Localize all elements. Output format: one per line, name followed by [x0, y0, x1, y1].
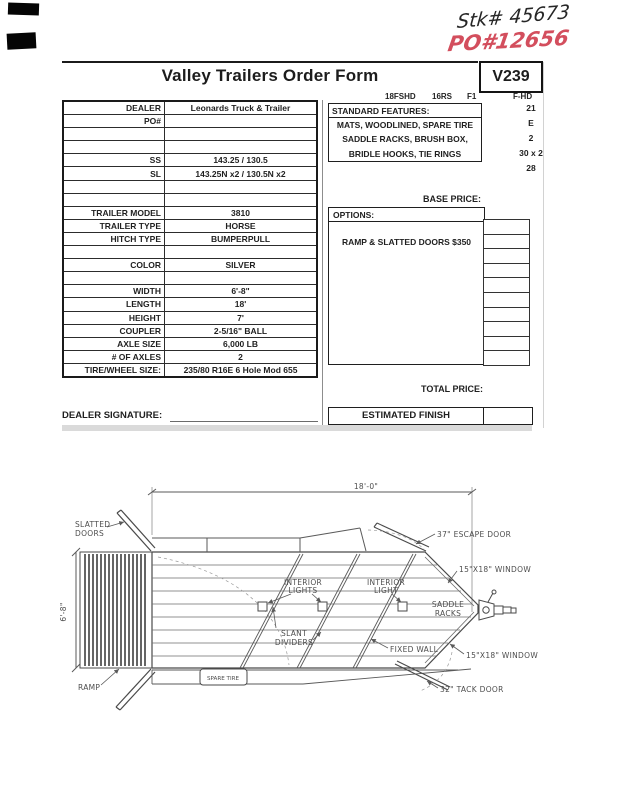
- interior-light-label: INTERIOR: [366, 578, 406, 587]
- price-cell: [483, 235, 530, 250]
- table-row: [63, 337, 317, 350]
- order-spec-table: [62, 100, 318, 378]
- scan-shadow-bar: [62, 425, 532, 431]
- row-label: TRAILER TYPE: [63, 219, 165, 232]
- slant-dividers-label: SLANT: [281, 629, 307, 638]
- row-value: 143.25N x2 / 130.5N x2: [165, 167, 318, 180]
- dealer-signature-label: DEALER SIGNATURE:: [62, 410, 163, 421]
- row-value: 18': [165, 298, 318, 311]
- model-code-3: F1: [467, 92, 477, 101]
- leader-lines: [101, 522, 464, 688]
- scan-artifact: [7, 32, 37, 49]
- row-value: BUMPERPULL: [165, 232, 318, 245]
- open-escape-door: [374, 523, 429, 551]
- title-rule: [62, 61, 478, 63]
- saddle-racks-label: SADDLE: [431, 600, 465, 609]
- row-value: 7': [165, 311, 318, 324]
- model-code-1: 18FSHD: [385, 92, 416, 101]
- standard-features-header: STANDARD FEATURES:: [329, 104, 481, 118]
- price-cell: [483, 219, 530, 235]
- price-cell: [483, 249, 530, 264]
- row-label: TRAILER MODEL: [63, 206, 165, 219]
- row-label: SL: [63, 167, 165, 180]
- ramp-label: RAMP: [78, 683, 101, 692]
- open-slatted-door-top: [117, 510, 155, 551]
- row-label: COLOR: [63, 259, 165, 272]
- row-label: # OF AXLES: [63, 350, 165, 363]
- saddle-racks-label: RACKS: [434, 609, 462, 618]
- rear-door-swing-arc: [158, 557, 289, 665]
- interior-light-label: LIGHT: [374, 586, 398, 595]
- row-value: 2: [165, 350, 318, 363]
- row-value: 6'-8": [165, 285, 318, 298]
- signature-line: [170, 421, 318, 422]
- slant-dividers-label: DIVIDERS: [274, 638, 314, 647]
- price-cell: [483, 264, 530, 279]
- panel-divider: [322, 100, 323, 428]
- scan-artifact: [8, 2, 39, 15]
- feature-code: 28: [526, 163, 536, 173]
- row-value: Leonards Truck & Trailer: [165, 101, 318, 115]
- ramp-slats: [85, 554, 145, 666]
- row-value: [165, 141, 318, 154]
- table-row: [63, 272, 317, 285]
- row-label: SS: [63, 154, 165, 167]
- row-label: HEIGHT: [63, 311, 165, 324]
- width-dimension-label: 6'-8": [59, 602, 68, 622]
- table-row: [63, 350, 317, 363]
- row-value: HORSE: [165, 219, 318, 232]
- feature-code: 2: [528, 133, 534, 143]
- price-cell: [483, 322, 530, 337]
- price-cell: [483, 293, 530, 308]
- model-suffix: F-HD: [513, 92, 533, 101]
- estimated-finish-label: ESTIMATED FINISH: [329, 408, 484, 424]
- width-dimension: [72, 548, 80, 672]
- estimated-finish-box: [328, 407, 533, 425]
- row-label: [63, 193, 165, 206]
- row-value: [165, 180, 318, 193]
- slatted-doors-label: SLATTED: [75, 520, 111, 529]
- table-row: [63, 128, 317, 141]
- price-cell: [483, 278, 530, 293]
- standard-features-box: [328, 103, 482, 162]
- table-row: [63, 324, 317, 337]
- standard-features-lines: [329, 118, 481, 161]
- handwritten-po-number: PO#12656: [446, 25, 571, 57]
- open-slatted-door-bottom: [116, 669, 155, 710]
- total-price-label: TOTAL PRICE:: [420, 384, 483, 394]
- length-dimension: [148, 489, 476, 495]
- option-line: RAMP & SLATTED DOORS $350: [341, 237, 472, 247]
- row-value: [165, 193, 318, 206]
- model-code-2: 16RS: [432, 92, 453, 101]
- row-label: DEALER: [63, 101, 165, 115]
- row-label: AXLE SIZE: [63, 337, 165, 350]
- table-row: [63, 232, 317, 245]
- form-code-box: V239: [479, 61, 543, 93]
- row-label: HITCH TYPE: [63, 232, 165, 245]
- price-cell: [483, 308, 530, 323]
- price-cells: [483, 219, 530, 366]
- row-value: [165, 246, 318, 259]
- row-label: [63, 128, 165, 141]
- order-table-body: [63, 101, 317, 377]
- row-value: 235/80 R16E 6 Hole Mod 655: [165, 363, 318, 377]
- options-header: OPTIONS:: [329, 208, 484, 222]
- row-value: 6,000 LB: [165, 337, 318, 350]
- table-row: [63, 101, 317, 115]
- row-value: [165, 128, 318, 141]
- table-row: [63, 115, 317, 128]
- table-row: [63, 219, 317, 232]
- options-box: [328, 207, 485, 365]
- base-price-label: BASE PRICE:: [422, 194, 481, 204]
- trailer-floorplan-diagram: [0, 470, 618, 740]
- table-row: [63, 167, 317, 180]
- row-value: 3810: [165, 206, 318, 219]
- handwritten-stock-number: Stk# 45673: [456, 0, 571, 34]
- feature-line: SADDLE RACKS, BRUSH BOX,: [342, 134, 468, 145]
- table-row: [63, 154, 317, 167]
- feature-code: E: [528, 118, 534, 128]
- interior-lights-label: LIGHTS: [288, 586, 318, 595]
- page-title: Valley Trailers Order Form: [161, 66, 379, 85]
- tack-door-label: 32" TACK DOOR: [440, 685, 504, 694]
- table-row: [63, 363, 317, 377]
- row-value: [165, 272, 318, 285]
- row-label: [63, 180, 165, 193]
- row-label: COUPLER: [63, 324, 165, 337]
- row-value: 2-5/16" BALL: [165, 324, 318, 337]
- feature-code: 21: [526, 103, 536, 113]
- row-value: [165, 115, 318, 128]
- length-dimension-label: 18'-0": [353, 482, 379, 491]
- row-value: SILVER: [165, 259, 318, 272]
- table-row: [63, 193, 317, 206]
- row-label: LENGTH: [63, 298, 165, 311]
- row-label: WIDTH: [63, 285, 165, 298]
- row-label: [63, 141, 165, 154]
- price-cell: [483, 337, 530, 352]
- spare-tire-label: SPARE TIRE: [206, 676, 240, 682]
- table-row: [63, 246, 317, 259]
- table-row: [63, 311, 317, 324]
- table-row: [63, 141, 317, 154]
- row-label: [63, 272, 165, 285]
- feature-line: MATS, WOODLINED, SPARE TIRE: [336, 120, 474, 130]
- feature-codes-column: [506, 101, 556, 176]
- table-row: [63, 298, 317, 311]
- fixed-wall-label: FIXED WALL: [390, 645, 439, 654]
- hitch-coupler: [479, 590, 516, 620]
- window-bottom-label: 15"X18" WINDOW: [466, 651, 539, 660]
- table-row: [63, 285, 317, 298]
- row-label: [63, 246, 165, 259]
- escape-door-label: 37" ESCAPE DOOR: [437, 530, 512, 539]
- table-row: [63, 206, 317, 219]
- price-cell: [483, 351, 530, 366]
- feature-line: BRIDLE HOOKS, TIE RINGS: [348, 148, 462, 159]
- row-value: 143.25 / 130.5: [165, 154, 318, 167]
- escape-door-strip: [152, 528, 366, 552]
- slatted-doors-label: DOORS: [75, 529, 105, 538]
- row-label: TIRE/WHEEL SIZE:: [63, 363, 165, 377]
- feature-code: 30 x 2: [519, 148, 543, 158]
- table-row: [63, 259, 317, 272]
- window-top-label: 15"X18" WINDOW: [459, 565, 532, 574]
- row-label: PO#: [63, 115, 165, 128]
- interior-lights-label: INTERIOR: [283, 578, 323, 587]
- table-row: [63, 180, 317, 193]
